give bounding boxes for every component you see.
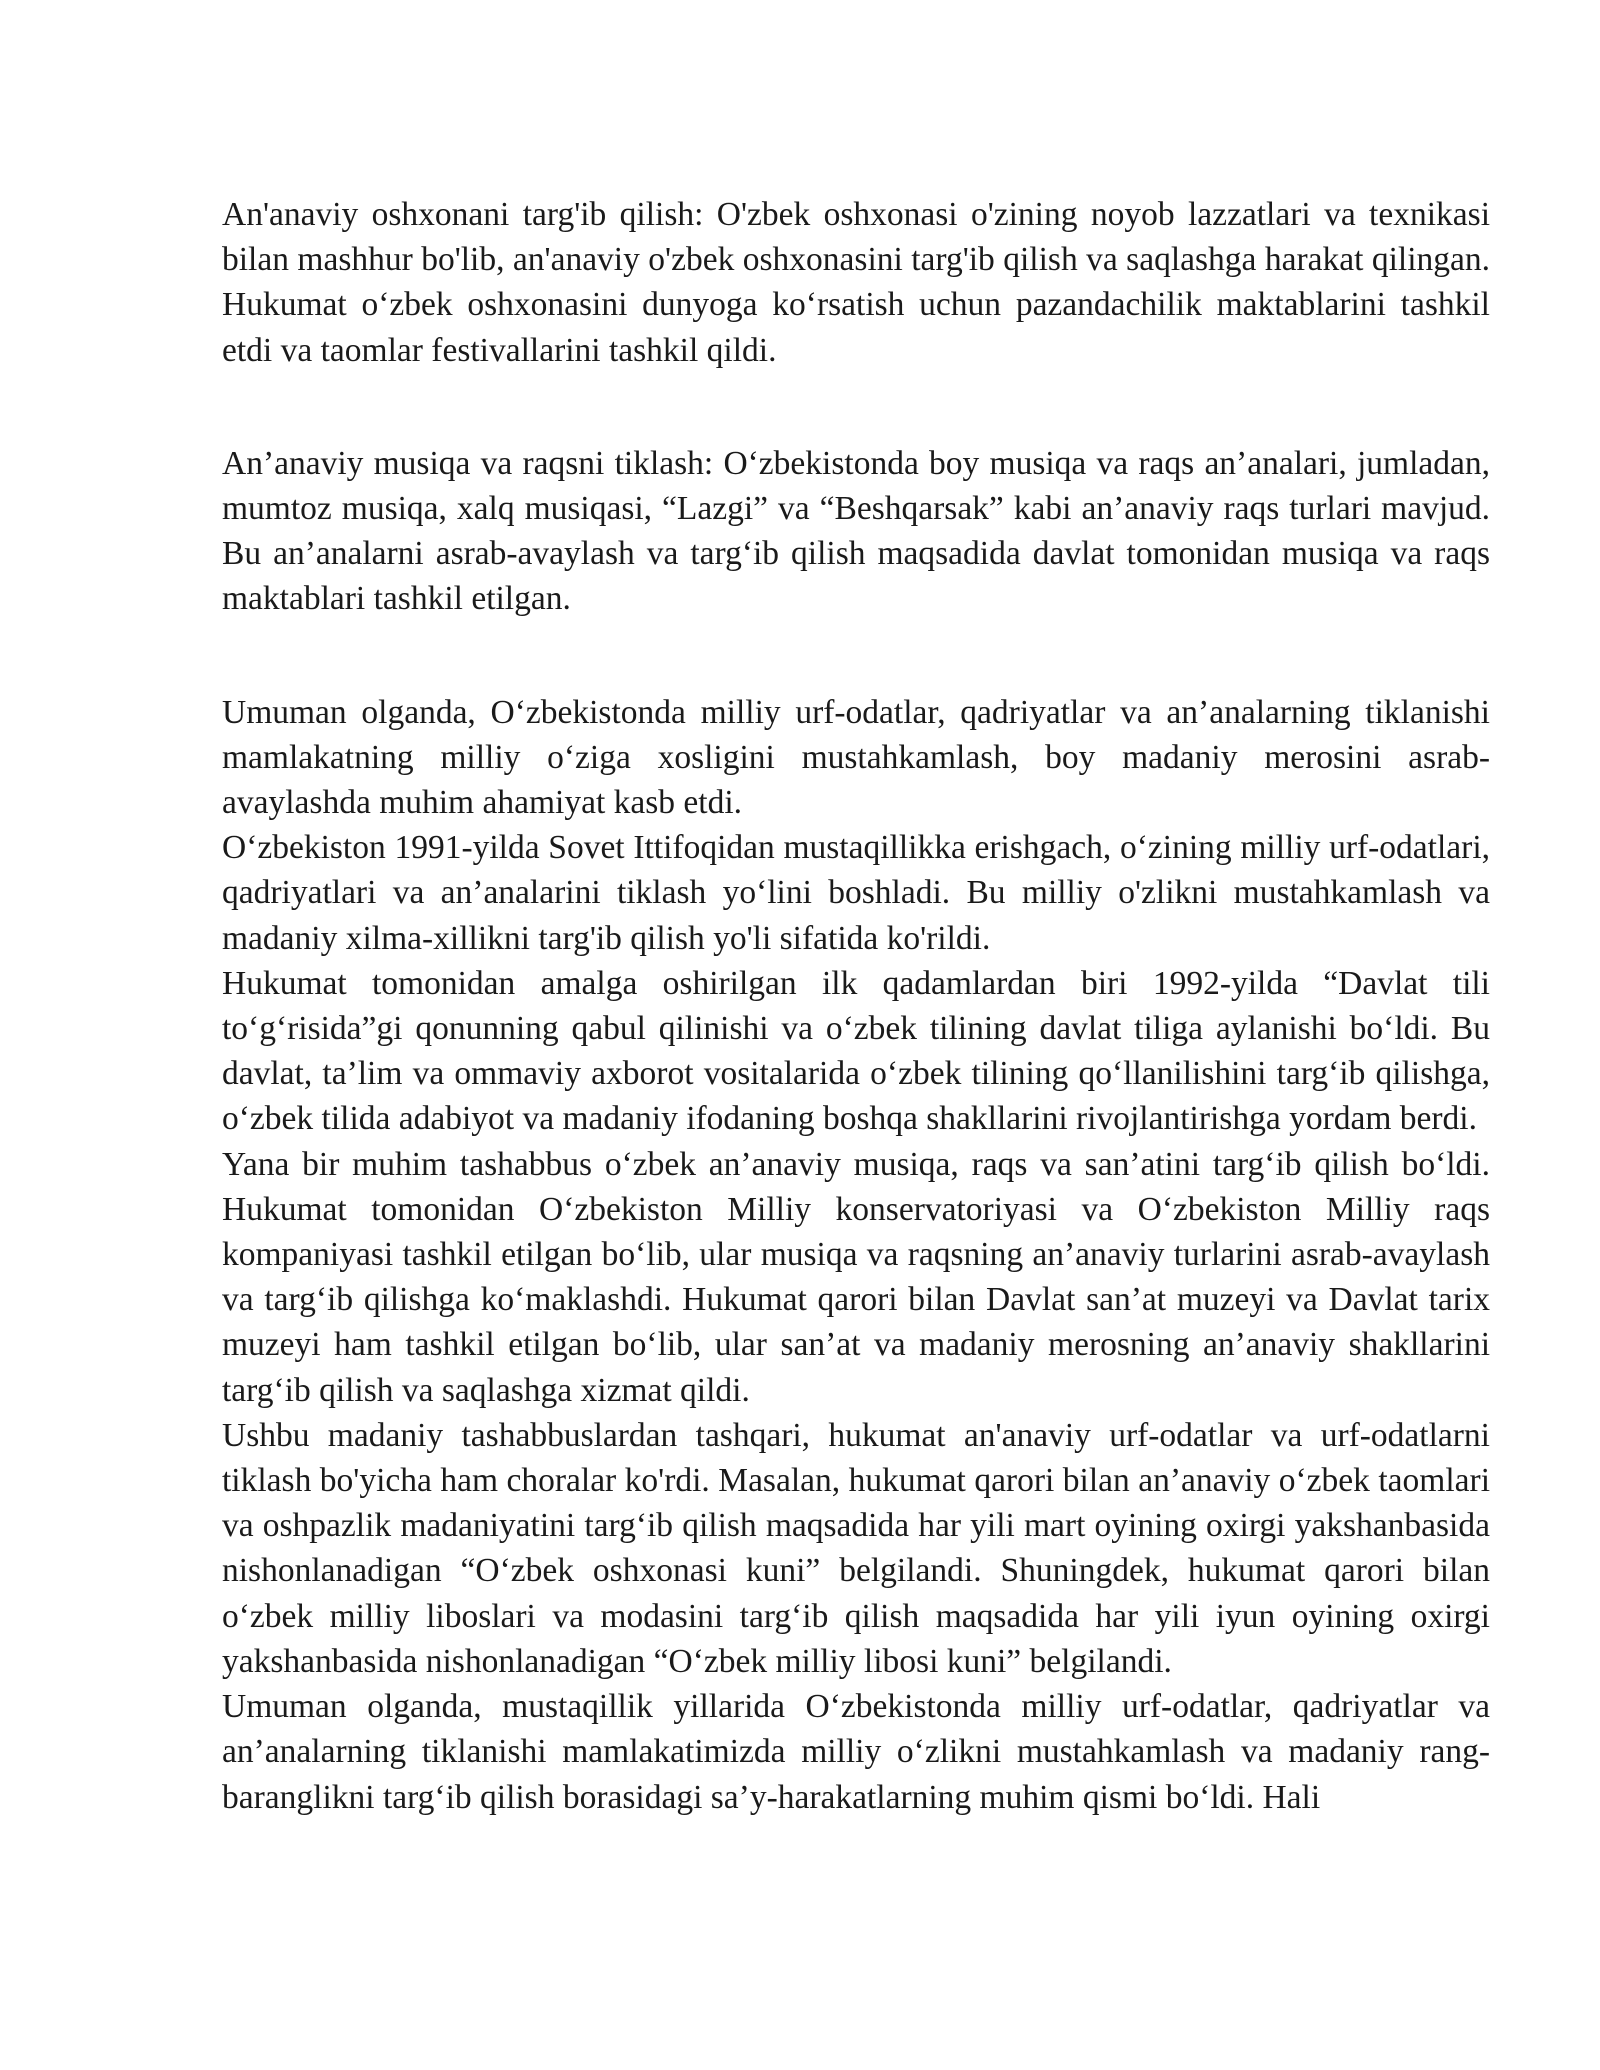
paragraph-music-dance: An’anaviy musiqa va raqsni tiklash: Oʻzbekistonda boy musiqa va raqs an’analari, jumladan, mumtoz musiqa, xalq musiqasi, “Lazgi” va “Beshqarsak” kabi an’anaviy raqs turlari mavjud. Bu an’analarni asrab-avaylash va targʻib qilish maqsadida davlat tomonidan musiqa va raqs maktablari tashkil etilgan. <box>222 444 1490 618</box>
paragraph-customs-days: Ushbu madaniy tashabbuslardan tashqari, hukumat an'anaviy urf-odatlar va urf-odatlarni tiklash bo'yicha ham choralar ko'rdi. Masalan, hukumat qarori bilan an’anaviy oʻzbek taomlari va oshpazlik madaniyatini targʻib qilish maqsadida har yili mart oyining oxirgi yakshanbasida nishonlanadigan “Oʻzbek oshxonasi kuni” belgilandi. Shuningdek, hukumat qarori bilan oʻzbek milliy liboslari va modasini targʻib qilish maqsadida har yili iyun oyining oxirgi yakshanbasida nishonlanadigan “Oʻzbek milliy libosi kuni” belgilandi. <box>222 1416 1490 1680</box>
paragraph-independence: Oʻzbekiston 1991-yilda Sovet Ittifoqidan mustaqillikka erishgach, oʻzining milliy urf-odatlari, qadriyatlari va an’analarini tiklash yoʻlini boshladi. Bu milliy o'zlikni mustahkamlash va madaniy xilma-xillikni targ'ib qilish yo'li sifatida ko'rildi. <box>222 829 1490 957</box>
paragraph-state-language: Hukumat tomonidan amalga oshirilgan ilk qadamlardan biri 1992-yilda “Davlat tili toʻgʻrisida”gi qonunning qabul qilinishi va oʻzbek tilining davlat tiliga aylanishi boʻldi. Bu davlat, ta’lim va ommaviy axborot vositalarida oʻzbek tilining qoʻllanilishini targʻib qilishga, oʻzbek tilida adabiyot va madaniy ifodaning boshqa shakllarini rivojlantirishga yordam berdi. <box>222 964 1490 1138</box>
paragraph-traditional-cuisine: An'anaviy oshxonani targ'ib qilish: O'zbek oshxonasi o'zining noyob lazzatlari va texnikasi bilan mashhur bo'lib, an'anaviy o'zbek oshxonasini targ'ib qilish va saqlashga harakat qilingan. Hukumat oʻzbek oshxonasini dunyoga koʻrsatish uchun pazandachilik maktablarini tashkil etdi va taomlar festivallarini tashkil qildi. <box>222 196 1490 369</box>
document-body <box>222 192 1490 1820</box>
paragraph-conclusion: Umuman olganda, mustaqillik yillarida Oʻzbekistonda milliy urf-odatlar, qadriyatlar va an’analarning tiklanishi mamlakatimizda milliy oʻzlikni mustahkamlash va madaniy rang-baranglikni targʻib qilish borasidagi sa’y-harakatlarning muhim qismi boʻldi. Hali <box>222 1688 1490 1816</box>
paragraph-arts-initiative: Yana bir muhim tashabbus oʻzbek an’anaviy musiqa, raqs va san’atini targʻib qilish boʻldi. Hukumat tomonidan Oʻzbekiston Milliy konservatoriyasi va Oʻzbekiston Milliy raqs kompaniyasi tashkil etilgan boʻlib, ular musiqa va raqsning an’anaviy turlarini asrab-avaylash va targʻib qilishga koʻmaklashdi. Hukumat qarori bilan Davlat san’at muzeyi va Davlat tarix muzeyi ham tashkil etilgan boʻlib, ular san’at va madaniy merosning an’anaviy shakllarini targʻib qilish va saqlashga xizmat qildi. <box>222 1145 1490 1409</box>
paragraph-summary: Umuman olganda, Oʻzbekistonda milliy urf-odatlar, qadriyatlar va an’analarning tiklanishi mamlakatning milliy oʻziga xosligini mustahkamlash, boy madaniy merosini asrab-avaylashda muhim ahamiyat kasb etdi. <box>222 693 1490 822</box>
